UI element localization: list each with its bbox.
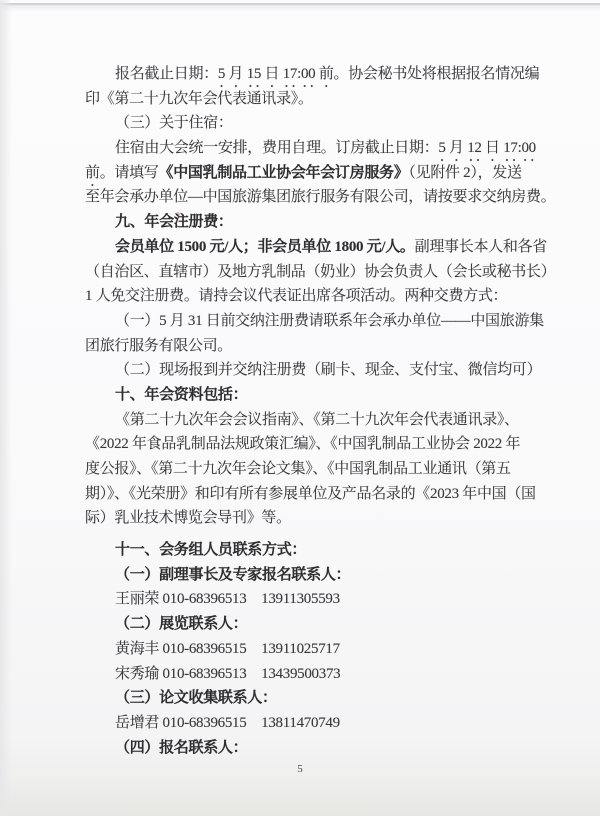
text-line [85,284,565,309]
text-segment: 团旅行服务有限公司。 [85,337,233,354]
bold-text: 九、年会注册费： [115,214,233,231]
text-segment: 黄海丰 010-68396515 13911025717 [115,640,340,657]
text-line [85,210,565,235]
text-line [85,736,565,761]
text-line [85,62,565,87]
text-line [85,260,565,285]
bold-text: 十一、会务组人员联系方式： [115,542,307,559]
text-segment: （自治区、直辖市）及地方乳制品（奶业）协会负责人（会长或秘书长） [85,263,556,280]
document-body [85,62,565,760]
scan-edge-left [0,0,12,816]
text-line [85,309,565,334]
text-segment: 1 人免交注册费。请持会议代表证出席各项活动。两种交费方式： [85,288,508,305]
emphasized-date-text: 前 [85,164,100,181]
text-line [85,538,565,563]
bold-text: （一）副理事长及专家报名联系人： [115,566,351,583]
text-line [85,235,565,260]
text-segment: 《2022 年食品乳制品法规政策汇编》、《中国乳制品工业协会 2022 年 [85,436,521,453]
text-line [85,136,565,161]
text-segment: 宋秀瑜 010-68396513 13439500373 [115,665,341,682]
bold-text: （三）论文收集联系人： [115,690,277,707]
text-line [85,482,565,507]
text-segment: 《第二十九次年会会议指南》、《第二十九次年会代表通讯录》、 [115,411,519,428]
text-line [85,662,565,687]
emphasized-date-text: 5 月 15 日 17:00 前 [217,66,334,82]
text-segment: 。请填写 [99,164,159,181]
text-segment: （见附件 2），发送 [408,164,522,181]
text-line [85,334,565,359]
bold-text: 会员单位 1500 元/人；非会员单位 1800 元/人。 [115,238,415,255]
text-line [85,612,565,637]
text-segment: （一）5 月 31 日前交纳注册费请联系年会承办单位——中国旅游集 [115,312,544,329]
bold-text: 十、年会资料包括： [115,386,248,403]
text-line [85,686,565,711]
text-segment: （二）现场报到并交纳注册费（刷卡、现金、支付宝、微信均可） [115,362,542,379]
text-line [85,87,565,112]
text-line [85,587,565,612]
text-line [85,161,565,186]
scan-edge-bottom [0,782,600,816]
text-line [85,185,565,210]
bold-text: 《中国乳制品工业协会年会订房服务》 [158,164,409,181]
text-line [85,506,565,531]
scan-edge-top-shadow [0,5,600,11]
text-segment: 际）乳业技术博览会导刊》等。 [85,510,291,527]
text-line [85,637,565,662]
text-line [85,358,565,383]
bold-text: （四）报名联系人： [115,739,248,756]
text-line [85,563,565,588]
text-segment: 印《第二十九次年会代表通讯录》。 [85,90,313,107]
page-number: 5 [297,763,303,775]
text-segment: （三）关于住宿： [115,115,233,132]
text-line [85,383,565,408]
text-line [85,457,565,482]
emphasized-date-text: 5 月 12 日 17:00 [438,140,536,157]
text-line [85,408,565,433]
bold-text: （二）展览联系人： [115,616,248,633]
text-segment: 王丽荣 010-68396513 13911305593 [115,591,340,608]
text-segment: 期）》、《光荣册》和印有所有参展单位及产品名录的《2023 年中国（国 [85,485,536,502]
text-line [85,111,565,136]
text-segment: 副理事长本人和各省 [414,238,547,255]
text-line [85,432,565,457]
text-segment: 度公报》、《第二十九次年会论文集》、《中国乳制品工业通讯（第五 [85,461,511,477]
text-line [85,711,565,736]
text-segment: 至年会承办单位—中国旅游集团旅行服务有限公司，请按要求交纳房费。 [85,189,556,206]
text-segment: 岳增君 010-68396515 13811470749 [115,714,340,731]
text-segment: 。协会秘书处将根据报名情况编 [333,66,540,82]
text-segment: 住宿由大会统一安排，费用自理。订房截止日期： [115,140,439,157]
text-segment: 报名截止日期： [115,66,218,82]
